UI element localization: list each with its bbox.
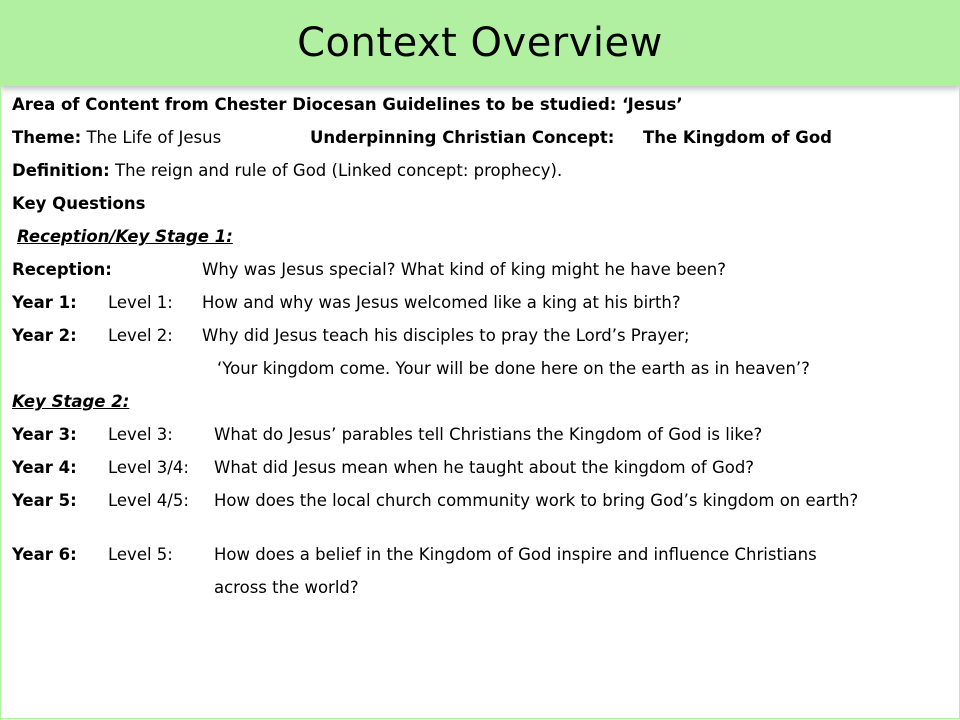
row-question: What did Jesus mean when he taught about the kingdom of God? [214, 458, 755, 477]
row-year: Year 2: [12, 326, 77, 345]
row-year: Year 3: [12, 425, 77, 444]
theme-label: Theme: [12, 128, 82, 147]
area-of-content: Area of Content from Chester Diocesan Guidelines to be studied: ‘Jesus’ [12, 95, 683, 114]
row-question: Why did Jesus teach his disciples to pray the Lord’s Prayer; [202, 326, 690, 345]
row-level: Level 1: [108, 293, 173, 312]
ks2-row-year4 [12, 457, 952, 490]
row-year: Reception: [12, 260, 112, 279]
ks1-continuation-line [12, 358, 952, 391]
ks1-heading: Reception/Key Stage 1: [17, 227, 233, 246]
ks2-continuation: across the world? [214, 578, 359, 597]
row-level: Level 3: [108, 425, 173, 444]
definition-value: The reign and rule of God (Linked concept: prophecy). [115, 161, 563, 180]
ks2-row-year6 [12, 544, 952, 577]
row-question: How does a belief in the Kingdom of God inspire and influence Christians [214, 545, 817, 564]
definition-line [12, 160, 952, 193]
row-level: Level 5: [108, 545, 173, 564]
ks1-row-reception [12, 259, 952, 292]
theme-value: The Life of Jesus [86, 128, 222, 147]
ks2-heading-line [12, 391, 952, 424]
row-level: Level 3/4: [108, 458, 189, 477]
row-year: Year 6: [12, 545, 77, 564]
row-level: Level 2: [108, 326, 173, 345]
ks1-row-year1 [12, 292, 952, 325]
content-area [12, 94, 952, 610]
row-level: Level 4/5: [108, 491, 189, 510]
ks1-heading-line [12, 226, 952, 259]
title-bar [0, 0, 960, 86]
row-question: How does the local church community work to bring God’s kingdom on earth? [214, 491, 859, 510]
concept-value: The Kingdom of God [643, 128, 832, 147]
row-year: Year 4: [12, 458, 77, 477]
row-year: Year 5: [12, 491, 77, 510]
ks2-row-year5 [12, 490, 952, 544]
definition-label: Definition: [12, 161, 110, 180]
row-question: How and why was Jesus welcomed like a king at his birth? [202, 293, 681, 312]
ks2-continuation-line [12, 577, 952, 610]
theme-line [12, 127, 952, 160]
key-questions-heading: Key Questions [12, 194, 146, 213]
row-year: Year 1: [12, 293, 77, 312]
concept-label: Underpinning Christian Concept: [310, 128, 615, 147]
ks2-heading: Key Stage 2: [12, 392, 130, 411]
ks1-continuation: ‘Your kingdom come. Your will be done here on the earth as in heaven’? [217, 359, 810, 378]
ks2-row-year3 [12, 424, 952, 457]
row-question: Why was Jesus special? What kind of king might he have been? [202, 260, 726, 279]
row-question: What do Jesus’ parables tell Christians the Kingdom of God is like? [214, 425, 763, 444]
page-title: Context Overview [297, 20, 663, 66]
ks1-row-year2 [12, 325, 952, 358]
